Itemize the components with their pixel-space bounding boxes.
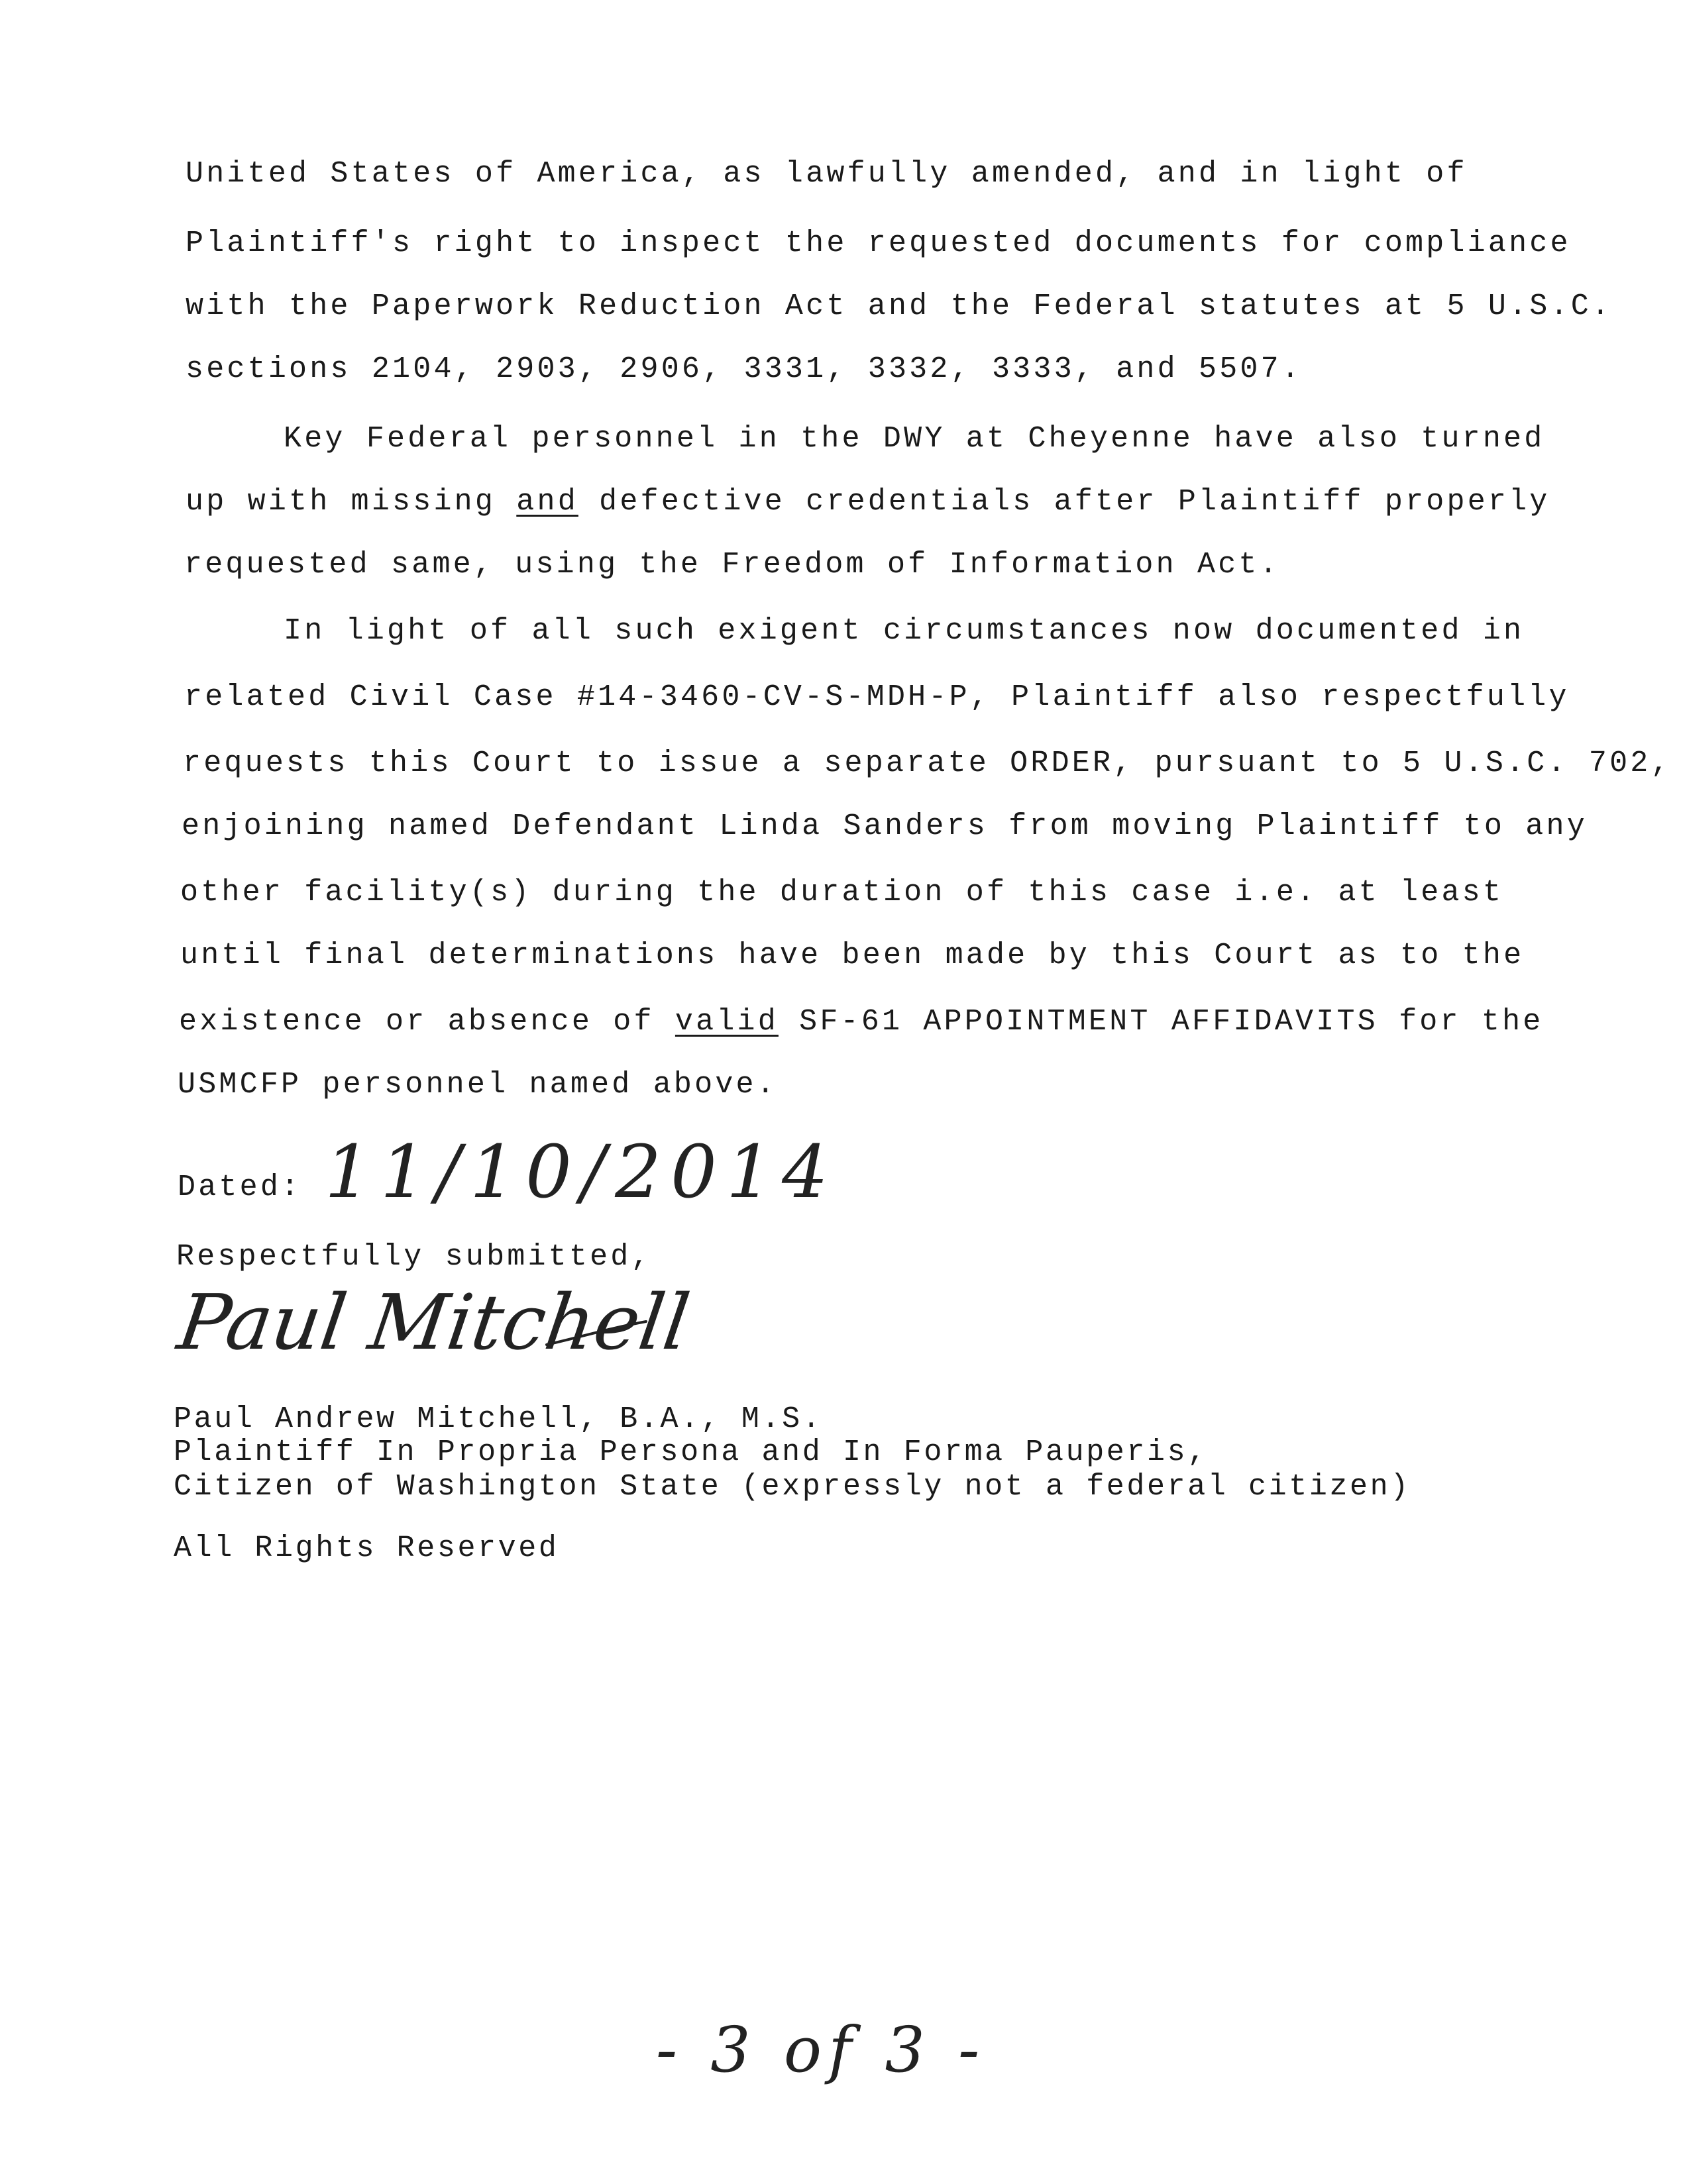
page-number: - 3 of 3 -	[656, 2014, 987, 2087]
signature-flourish-icon	[543, 1318, 649, 1351]
rights-reserved: All Rights Reserved	[174, 1532, 559, 1565]
body-line: Plaintiff's right to inspect the requested documents for compliance	[186, 227, 1571, 260]
dated-label: Dated:	[178, 1170, 302, 1204]
signature: Paul Mitchell	[172, 1278, 695, 1367]
handwritten-date: 11/10/2014	[325, 1129, 838, 1214]
signer-citizenship: Citizen of Washington State (expressly not a federal citizen)	[174, 1470, 1411, 1504]
body-line: related Civil Case #14-3460-CV-S-MDH-P, Plaintiff also respectfully	[184, 680, 1570, 714]
body-line: sections 2104, 2903, 2906, 3331, 3332, 3333, and 5507.	[186, 352, 1303, 386]
body-line: United States of America, as lawfully amended, and in light of	[186, 157, 1468, 191]
body-line: enjoining named Defendant Linda Sanders from moving Plaintiff to any	[182, 809, 1588, 843]
body-text: defective credentials after Plaintiff properly	[578, 485, 1550, 519]
underlined-word: and	[516, 485, 578, 519]
body-line: Key Federal personnel in the DWY at Cheyenne have also turned	[284, 422, 1545, 456]
body-line: requested same, using the Freedom of Information Act.	[184, 548, 1280, 582]
body-line	[179, 1007, 1544, 1037]
signer-name: Paul Andrew Mitchell, B.A., M.S.	[174, 1402, 823, 1436]
signer-role: Plaintiff In Propria Persona and In Forma Pauperis,	[174, 1435, 1208, 1469]
underlined-word: valid	[675, 1005, 779, 1039]
body-line	[186, 487, 1550, 517]
body-line: other facility(s) during the duration of this case i.e. at least	[180, 876, 1504, 910]
body-line: with the Paperwork Reduction Act and the Federal statutes at 5 U.S.C.	[186, 289, 1613, 323]
body-text: SF-61 APPOINTMENT AFFIDAVITS for the	[778, 1005, 1544, 1039]
body-line: USMCFP personnel named above.	[178, 1068, 777, 1102]
body-line: requests this Court to issue a separate ORDER, pursuant to 5 U.S.C. 702,	[183, 747, 1672, 780]
body-text: existence or absence of	[179, 1005, 675, 1039]
respectfully-submitted: Respectfully submitted,	[176, 1240, 652, 1274]
body-text: up with missing	[186, 485, 517, 519]
body-line: In light of all such exigent circumstances now documented in	[284, 614, 1525, 648]
body-line: until final determinations have been made by this Court as to the	[180, 939, 1525, 972]
